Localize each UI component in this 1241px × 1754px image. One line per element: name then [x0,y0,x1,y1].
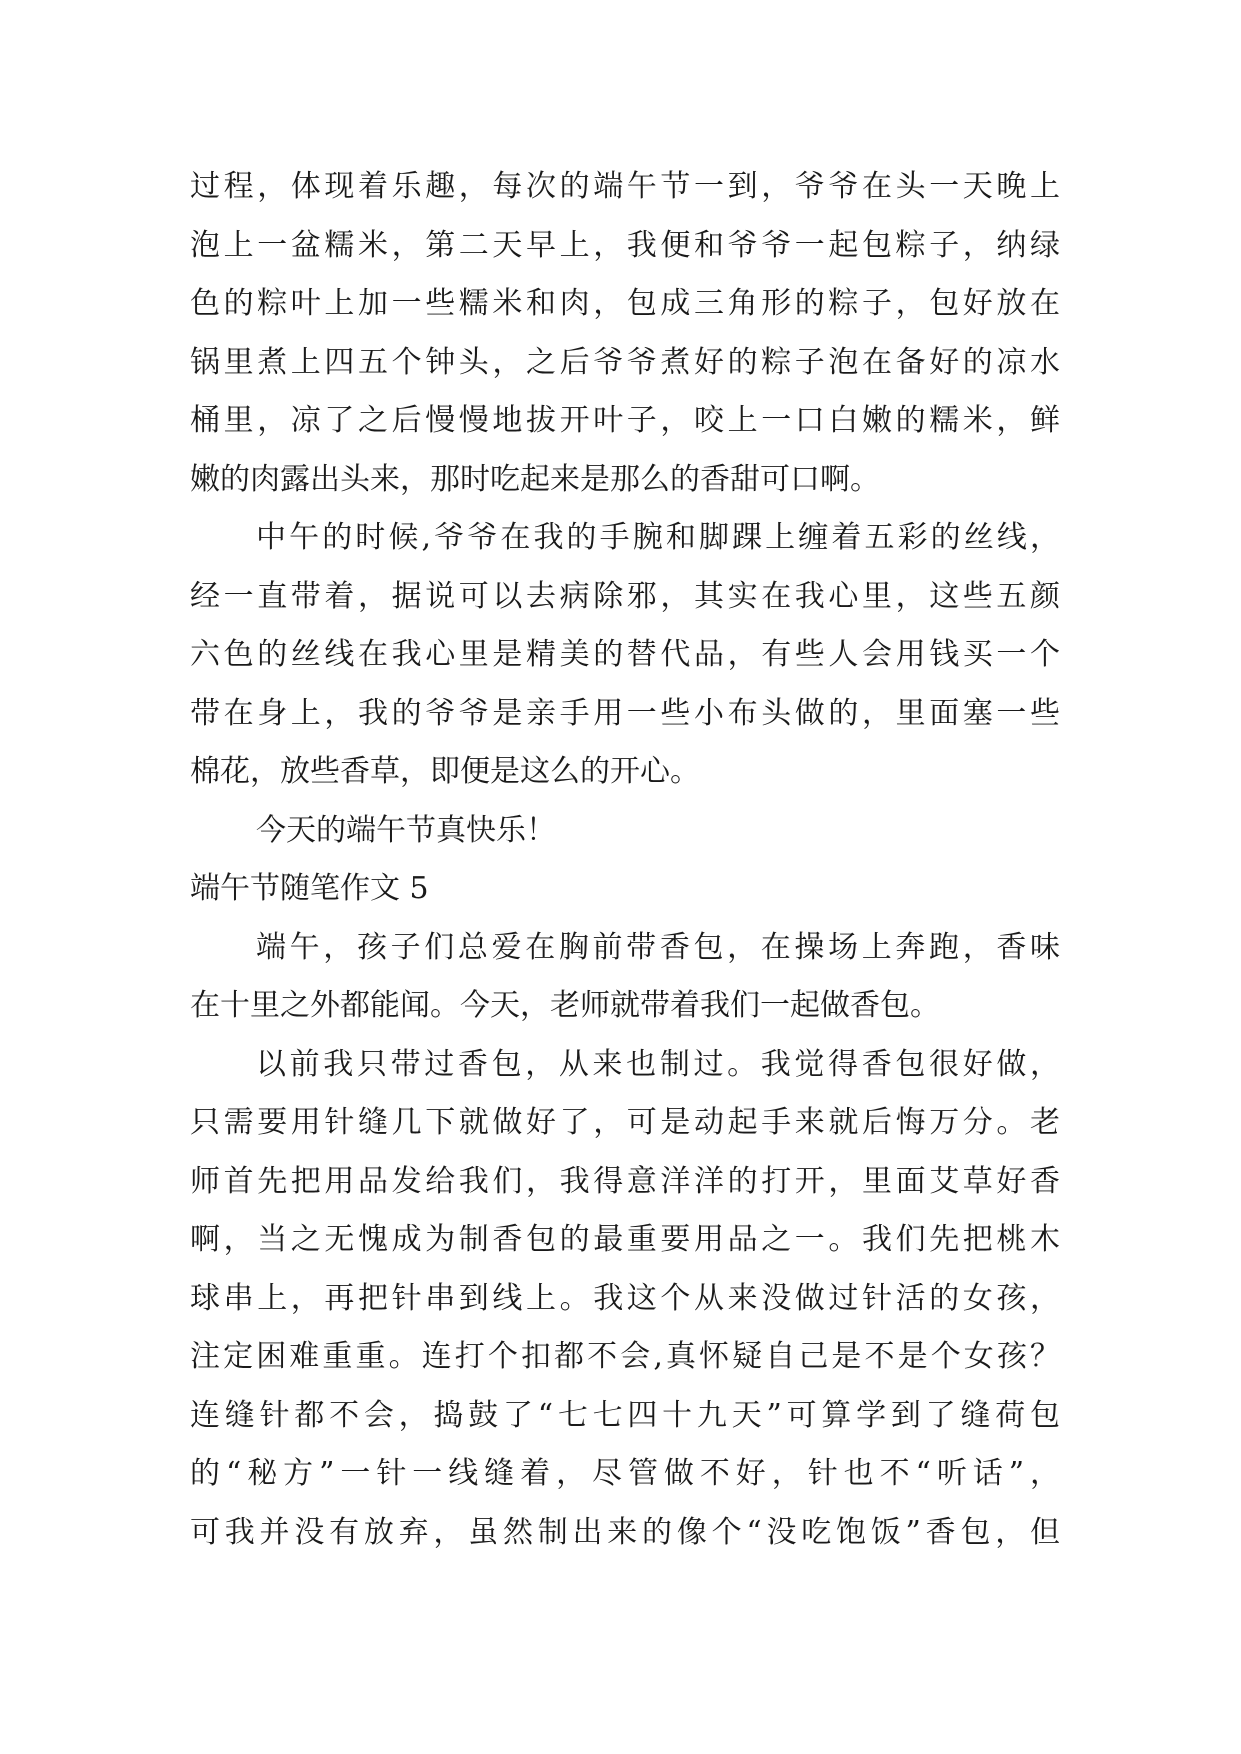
text-line: 只需要用针缝几下就做好了，可是动起手来就后悔万分。老 [190,1105,1060,1140]
text-line: 过程，体现着乐趣，每次的端午节一到，爷爷在头一天晚上 [190,169,1060,204]
text-line: 锅里煮上四五个钟头，之后爷爷煮好的粽子泡在备好的凉水 [190,344,1060,380]
text-line: 嫩的肉露出头来，那时吃起来是那么的香甜可口啊。 [190,461,880,497]
document-body [190,158,1060,1562]
text-line: 端午，孩子们总爱在胸前带香包，在操场上奔跑，香味 [256,929,1060,965]
text-line: 色的粽叶上加一些糯米和肉，包成三角形的粽子，包好放在 [190,286,1060,321]
text-line: 经一直带着，据说可以去病除邪，其实在我心里，这些五颜 [190,578,1060,614]
text-line: 桶里，凉了之后慢慢地拔开叶子，咬上一口白嫩的糯米，鲜 [190,403,1060,438]
text-line: 的“秘方”一针一线缝着，尽管做不好，针也不“听话”， [190,1456,1060,1491]
text-line: 泡上一盆糯米，第二天早上，我便和爷爷一起包粽子，纳绿 [190,227,1060,263]
text-line: 在十里之外都能闻。今天，老师就带着我们一起做香包。 [190,988,940,1023]
text-line: 棉花，放些香草，即便是这么的开心。 [190,754,700,789]
text-line: 连缝针都不会，捣鼓了“七七四十九天”可算学到了缝荷包 [190,1397,1060,1433]
text-line: 以前我只带过香包，从来也制过。我觉得香包很好做， [256,1046,1060,1082]
text-line: 六色的丝线在我心里是精美的替代品，有些人会用钱买一个 [190,637,1060,672]
text-line: 啊，当之无愧成为制香包的最重要用品之一。我们先把桃木 [190,1222,1060,1257]
text-line: 注定困难重重。连打个扣都不会,真怀疑自己是不是个女孩？ [190,1339,1060,1374]
section-heading: 端午节随笔作文 5 [190,871,429,906]
text-line: 师首先把用品发给我们，我得意洋洋的打开，里面艾草好香 [190,1163,1060,1199]
text-line: 今天的端午节真快乐！ [256,812,556,848]
text-line: 球串上，再把针串到线上。我这个从来没做过针活的女孩， [190,1280,1060,1316]
text-line: 中午的时候,爷爷在我的手腕和脚踝上缠着五彩的丝线， [256,520,1060,555]
text-line: 带在身上，我的爷爷是亲手用一些小布头做的，里面塞一些 [190,695,1060,731]
text-line: 可我并没有放弃，虽然制出来的像个“没吃饱饭”香包，但 [190,1514,1060,1550]
